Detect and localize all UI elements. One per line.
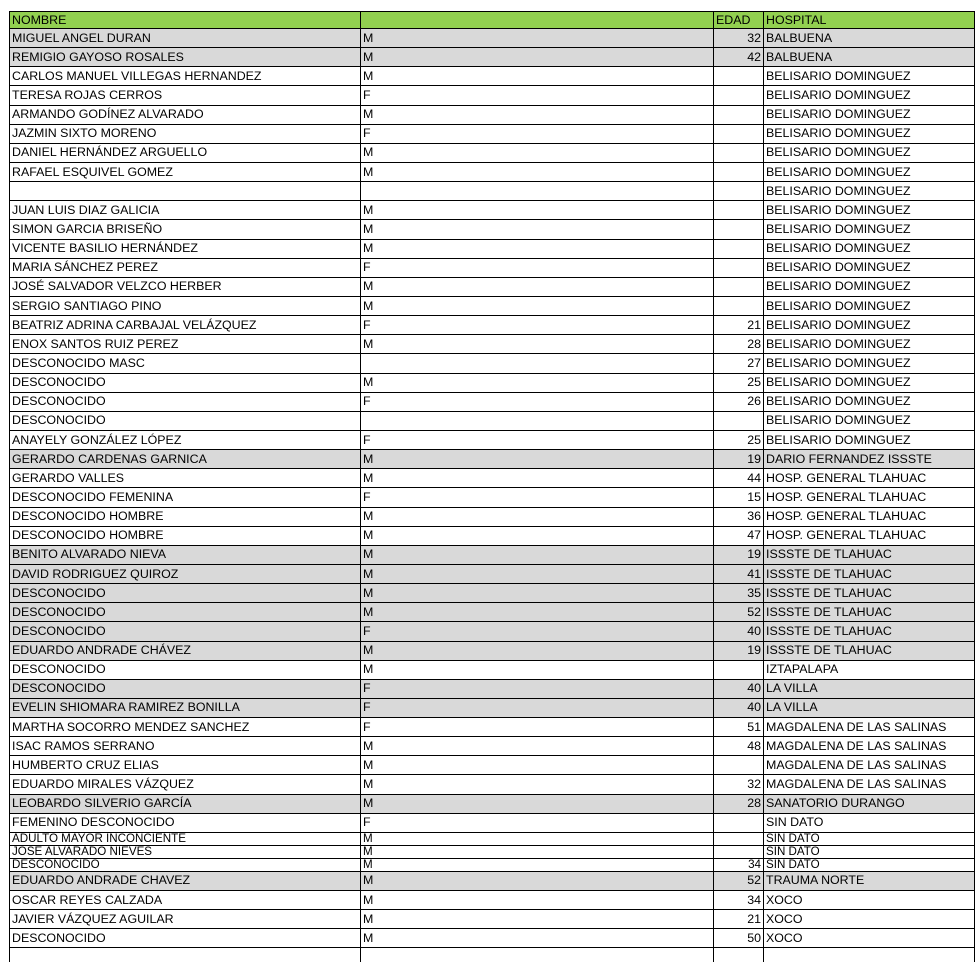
table-row <box>9 144 975 163</box>
cell-edad <box>713 846 763 858</box>
cell-sexo: F <box>360 488 713 506</box>
cell-nombre: EDUARDO ANDRADE CHÁVEZ <box>9 642 360 660</box>
table-row <box>9 859 975 872</box>
table-row <box>9 846 975 859</box>
cell-sexo: M <box>360 833 713 845</box>
table-row <box>9 86 975 105</box>
cell-sexo: M <box>360 163 713 181</box>
table-row <box>9 316 975 335</box>
cell-edad <box>713 125 763 143</box>
cell-edad: 35 <box>713 584 763 602</box>
cell-sexo: F <box>360 125 713 143</box>
cell-nombre: FEMENINO DESCONOCIDO <box>9 814 360 832</box>
cell-edad <box>713 220 763 238</box>
cell-hospital: BELISARIO DOMINGUEZ <box>763 144 975 162</box>
table-row <box>9 278 975 297</box>
cell-edad: 25 <box>713 374 763 392</box>
table-row <box>9 201 975 220</box>
cell-nombre: DESCONOCIDO <box>9 859 360 871</box>
cell-edad <box>713 756 763 774</box>
cell-sexo: M <box>360 546 713 564</box>
cell-edad: 21 <box>713 316 763 334</box>
cell-sexo: M <box>360 795 713 813</box>
cell-hospital: BELISARIO DOMINGUEZ <box>763 182 975 200</box>
cell-sexo: M <box>360 201 713 219</box>
cell-hospital: BELISARIO DOMINGUEZ <box>763 220 975 238</box>
cell-nombre: DESCONOCIDO HOMBRE <box>9 527 360 545</box>
cell-hospital: HOSP. GENERAL TLAHUAC <box>763 488 975 506</box>
cell-sexo: M <box>360 891 713 909</box>
table-row <box>9 508 975 527</box>
cell-sexo: M <box>360 929 713 947</box>
cell-hospital: SIN DATO <box>763 814 975 832</box>
cell-nombre: JAZMIN SIXTO MORENO <box>9 125 360 143</box>
cell-edad: 41 <box>713 565 763 583</box>
cell-sexo: M <box>360 737 713 755</box>
cell-edad <box>713 163 763 181</box>
cell-sexo: M <box>360 872 713 890</box>
cell-edad: 15 <box>713 488 763 506</box>
table-row <box>9 546 975 565</box>
cell-hospital: MAGDALENA DE LAS SALINAS <box>763 756 975 774</box>
cell-sexo: F <box>360 622 713 640</box>
cell-hospital: LA VILLA <box>763 680 975 698</box>
cell-hospital: MAGDALENA DE LAS SALINAS <box>763 737 975 755</box>
cell-edad: 26 <box>713 393 763 411</box>
cell-hospital: HOSP. GENERAL TLAHUAC <box>763 527 975 545</box>
cell-nombre: LEOBARDO SILVERIO GARCÍA <box>9 795 360 813</box>
table-row <box>9 756 975 775</box>
cell-nombre: JOSÉ SALVADOR VELZCO HERBER <box>9 278 360 296</box>
cell-sexo: M <box>360 220 713 238</box>
cell-edad: 40 <box>713 680 763 698</box>
cell-sexo: M <box>360 67 713 85</box>
cell-sexo: M <box>360 565 713 583</box>
cell-hospital: IZTAPALAPA <box>763 661 975 679</box>
column-header-nombre: NOMBRE <box>9 12 360 28</box>
cell-sexo: M <box>360 508 713 526</box>
column-header-edad: EDAD <box>713 12 763 28</box>
table-row <box>9 431 975 450</box>
cell-nombre: GERARDO VALLES <box>9 469 360 487</box>
cell-nombre: DESCONOCIDO <box>9 622 360 640</box>
cell-sexo: F <box>360 393 713 411</box>
cell-sexo: M <box>360 469 713 487</box>
cell-hospital: BELISARIO DOMINGUEZ <box>763 297 975 315</box>
cell-hospital: SIN DATO <box>763 859 975 871</box>
cell-nombre: DANIEL HERNÁNDEZ ARGUELLO <box>9 144 360 162</box>
cell-sexo <box>360 182 713 200</box>
cell-nombre: DESCONOCIDO <box>9 680 360 698</box>
cell-nombre: DESCONOCIDO MASC <box>9 354 360 372</box>
cell-sexo: M <box>360 910 713 928</box>
table-row <box>9 412 975 431</box>
cell-nombre: CARLOS MANUEL VILLEGAS HERNANDEZ <box>9 67 360 85</box>
cell-edad: 51 <box>713 718 763 736</box>
cell-nombre: TERESA ROJAS CERROS <box>9 86 360 104</box>
cell-edad: 40 <box>713 622 763 640</box>
patients-table <box>9 11 975 962</box>
cell-hospital: BELISARIO DOMINGUEZ <box>763 106 975 124</box>
cell-nombre: BEATRIZ ADRINA CARBAJAL VELÁZQUEZ <box>9 316 360 334</box>
cell-sexo: M <box>360 297 713 315</box>
cell-nombre: HUMBERTO CRUZ ELIAS <box>9 756 360 774</box>
cell-edad: 50 <box>713 929 763 947</box>
cell-sexo: M <box>360 859 713 871</box>
cell-hospital: BELISARIO DOMINGUEZ <box>763 201 975 219</box>
cell-hospital: ISSSTE DE TLAHUAC <box>763 642 975 660</box>
cell-sexo: F <box>360 680 713 698</box>
cell-sexo: M <box>360 603 713 621</box>
cell-hospital: BELISARIO DOMINGUEZ <box>763 86 975 104</box>
table-row <box>9 661 975 680</box>
cell-sexo: F <box>360 86 713 104</box>
cell-sexo: M <box>360 642 713 660</box>
column-header-sexo <box>360 12 713 28</box>
cell-sexo: M <box>360 527 713 545</box>
table-row <box>9 67 975 86</box>
cell-nombre: DESCONOCIDO <box>9 661 360 679</box>
cell-edad <box>713 833 763 845</box>
cell-edad: 32 <box>713 29 763 47</box>
cell-edad <box>713 297 763 315</box>
cell-hospital: BELISARIO DOMINGUEZ <box>763 67 975 85</box>
cell-sexo: F <box>360 699 713 717</box>
cell-sexo <box>360 354 713 372</box>
cell-nombre: BENITO ALVARADO NIEVA <box>9 546 360 564</box>
table-row <box>9 469 975 488</box>
cell-sexo: F <box>360 431 713 449</box>
table-body <box>9 29 975 948</box>
cell-edad: 40 <box>713 699 763 717</box>
cell-hospital: BELISARIO DOMINGUEZ <box>763 335 975 353</box>
table-row <box>9 718 975 737</box>
table-row <box>9 106 975 125</box>
cell-nombre: DESCONOCIDO <box>9 929 360 947</box>
cell-nombre: SERGIO SANTIAGO PINO <box>9 297 360 315</box>
cell-nombre: OSCAR REYES CALZADA <box>9 891 360 909</box>
cell-nombre: JUAN LUIS DIAZ GALICIA <box>9 201 360 219</box>
cell-nombre: MIGUEL ANGEL DURAN <box>9 29 360 47</box>
cell-hospital: BELISARIO DOMINGUEZ <box>763 125 975 143</box>
table-row <box>9 240 975 259</box>
cell-hospital: BALBUENA <box>763 29 975 47</box>
cell-sexo: M <box>360 48 713 66</box>
table-row <box>9 642 975 661</box>
cell-edad: 28 <box>713 335 763 353</box>
cell-edad <box>713 67 763 85</box>
table-row <box>9 622 975 641</box>
cell-edad: 19 <box>713 642 763 660</box>
cell-edad: 52 <box>713 872 763 890</box>
cell-nombre: EDUARDO ANDRADE CHAVEZ <box>9 872 360 890</box>
table-row <box>9 220 975 239</box>
cell-sexo: M <box>360 661 713 679</box>
cell-sexo: M <box>360 584 713 602</box>
cell-hospital: ISSSTE DE TLAHUAC <box>763 565 975 583</box>
cell-nombre: ARMANDO GODÍNEZ ALVARADO <box>9 106 360 124</box>
cell-hospital: BELISARIO DOMINGUEZ <box>763 163 975 181</box>
cell-edad <box>713 412 763 430</box>
cell-sexo: M <box>360 29 713 47</box>
cell-edad <box>713 814 763 832</box>
cell-nombre: ISAC RAMOS SERRANO <box>9 737 360 755</box>
filler-cell <box>9 948 360 962</box>
cell-nombre: REMIGIO GAYOSO ROSALES <box>9 48 360 66</box>
cell-hospital: SANATORIO DURANGO <box>763 795 975 813</box>
cell-sexo: M <box>360 374 713 392</box>
table-row <box>9 488 975 507</box>
table-row <box>9 29 975 48</box>
cell-sexo: M <box>360 278 713 296</box>
cell-hospital: XOCO <box>763 891 975 909</box>
table-row <box>9 259 975 278</box>
cell-nombre: DESCONOCIDO <box>9 584 360 602</box>
table-row <box>9 297 975 316</box>
cell-sexo: F <box>360 316 713 334</box>
cell-hospital: BELISARIO DOMINGUEZ <box>763 316 975 334</box>
cell-nombre: EVELIN SHIOMARA RAMIREZ BONILLA <box>9 699 360 717</box>
cell-hospital: SIN DATO <box>763 846 975 858</box>
cell-sexo: M <box>360 450 713 468</box>
cell-edad <box>713 259 763 277</box>
cell-sexo: F <box>360 814 713 832</box>
cell-edad: 19 <box>713 546 763 564</box>
filler-cell <box>713 948 763 962</box>
filler-cell <box>360 948 713 962</box>
table-row <box>9 374 975 393</box>
cell-sexo: M <box>360 106 713 124</box>
table-row <box>9 565 975 584</box>
table-row <box>9 814 975 833</box>
table-row <box>9 393 975 412</box>
table-row <box>9 680 975 699</box>
cell-hospital: ISSSTE DE TLAHUAC <box>763 622 975 640</box>
cell-edad: 19 <box>713 450 763 468</box>
table-row <box>9 872 975 891</box>
table-row <box>9 450 975 469</box>
cell-nombre: DESCONOCIDO <box>9 412 360 430</box>
cell-nombre: DESCONOCIDO <box>9 393 360 411</box>
table-row <box>9 775 975 794</box>
cell-nombre: DESCONOCIDO HOMBRE <box>9 508 360 526</box>
cell-sexo: F <box>360 718 713 736</box>
cell-hospital: ISSSTE DE TLAHUAC <box>763 546 975 564</box>
cell-nombre: ANAYELY GONZÁLEZ LÓPEZ <box>9 431 360 449</box>
cell-edad: 44 <box>713 469 763 487</box>
cell-hospital: LA VILLA <box>763 699 975 717</box>
cell-sexo: M <box>360 335 713 353</box>
table-row <box>9 929 975 948</box>
cell-hospital: DARIO FERNANDEZ ISSSTE <box>763 450 975 468</box>
table-row <box>9 125 975 144</box>
cell-edad <box>713 86 763 104</box>
cell-hospital: HOSP. GENERAL TLAHUAC <box>763 469 975 487</box>
cell-hospital: XOCO <box>763 910 975 928</box>
cell-edad <box>713 201 763 219</box>
cell-hospital: SIN DATO <box>763 833 975 845</box>
table-row <box>9 737 975 756</box>
cell-hospital: ISSSTE DE TLAHUAC <box>763 584 975 602</box>
cell-nombre: DESCONOCIDO FEMENINA <box>9 488 360 506</box>
cell-nombre: DESCONOCIDO <box>9 603 360 621</box>
table-filler-row <box>9 948 975 962</box>
cell-hospital: ISSSTE DE TLAHUAC <box>763 603 975 621</box>
cell-edad <box>713 278 763 296</box>
cell-edad: 21 <box>713 910 763 928</box>
cell-edad: 47 <box>713 527 763 545</box>
cell-edad <box>713 106 763 124</box>
cell-sexo: M <box>360 144 713 162</box>
cell-hospital: HOSP. GENERAL TLAHUAC <box>763 508 975 526</box>
table-row <box>9 48 975 67</box>
table-row <box>9 910 975 929</box>
table-header-row <box>9 11 975 29</box>
cell-edad: 25 <box>713 431 763 449</box>
cell-edad: 34 <box>713 859 763 871</box>
cell-edad <box>713 144 763 162</box>
cell-nombre: DAVID RODRIGUEZ QUIROZ <box>9 565 360 583</box>
cell-sexo: M <box>360 775 713 793</box>
cell-sexo: M <box>360 846 713 858</box>
cell-nombre: MARTHA SOCORRO MENDEZ SANCHEZ <box>9 718 360 736</box>
cell-hospital: BELISARIO DOMINGUEZ <box>763 431 975 449</box>
cell-hospital: XOCO <box>763 929 975 947</box>
table-row <box>9 584 975 603</box>
cell-edad <box>713 661 763 679</box>
table-row <box>9 182 975 201</box>
cell-hospital: BELISARIO DOMINGUEZ <box>763 354 975 372</box>
table-row <box>9 354 975 373</box>
cell-nombre: ADULTO MAYOR INCONCIENTE <box>9 833 360 845</box>
table-row <box>9 699 975 718</box>
cell-nombre: RAFAEL ESQUIVEL GOMEZ <box>9 163 360 181</box>
cell-nombre: SIMON GARCIA BRISEÑO <box>9 220 360 238</box>
cell-nombre: DESCONOCIDO <box>9 374 360 392</box>
table-row <box>9 603 975 622</box>
cell-nombre: VICENTE BASILIO HERNÁNDEZ <box>9 240 360 258</box>
cell-sexo: M <box>360 756 713 774</box>
cell-edad: 36 <box>713 508 763 526</box>
cell-nombre: EDUARDO MIRALES VÁZQUEZ <box>9 775 360 793</box>
cell-hospital: BELISARIO DOMINGUEZ <box>763 259 975 277</box>
cell-hospital: BELISARIO DOMINGUEZ <box>763 393 975 411</box>
cell-hospital: BELISARIO DOMINGUEZ <box>763 240 975 258</box>
cell-hospital: TRAUMA NORTE <box>763 872 975 890</box>
table-row <box>9 891 975 910</box>
cell-edad: 27 <box>713 354 763 372</box>
table-row <box>9 795 975 814</box>
cell-sexo <box>360 412 713 430</box>
cell-hospital: BELISARIO DOMINGUEZ <box>763 374 975 392</box>
cell-nombre <box>9 182 360 200</box>
cell-nombre: JOSÉ ALVARADO NIEVES <box>9 846 360 858</box>
cell-edad: 28 <box>713 795 763 813</box>
cell-edad <box>713 240 763 258</box>
cell-sexo: M <box>360 240 713 258</box>
cell-hospital: BALBUENA <box>763 48 975 66</box>
cell-edad: 52 <box>713 603 763 621</box>
table-row <box>9 527 975 546</box>
cell-edad: 32 <box>713 775 763 793</box>
cell-hospital: BELISARIO DOMINGUEZ <box>763 278 975 296</box>
cell-nombre: GERARDO CARDENAS GARNICA <box>9 450 360 468</box>
table-row <box>9 163 975 182</box>
cell-edad: 34 <box>713 891 763 909</box>
column-header-hospital: HOSPITAL <box>763 12 975 28</box>
table-row <box>9 335 975 354</box>
filler-cell <box>763 948 975 962</box>
cell-hospital: MAGDALENA DE LAS SALINAS <box>763 775 975 793</box>
cell-nombre: MARIA SÁNCHEZ PEREZ <box>9 259 360 277</box>
cell-hospital: BELISARIO DOMINGUEZ <box>763 412 975 430</box>
cell-nombre: JAVIER VÁZQUEZ AGUILAR <box>9 910 360 928</box>
table-row <box>9 833 975 846</box>
cell-hospital: MAGDALENA DE LAS SALINAS <box>763 718 975 736</box>
cell-edad: 48 <box>713 737 763 755</box>
cell-edad: 42 <box>713 48 763 66</box>
cell-nombre: ENOX SANTOS RUIZ PEREZ <box>9 335 360 353</box>
cell-sexo: F <box>360 259 713 277</box>
cell-edad <box>713 182 763 200</box>
